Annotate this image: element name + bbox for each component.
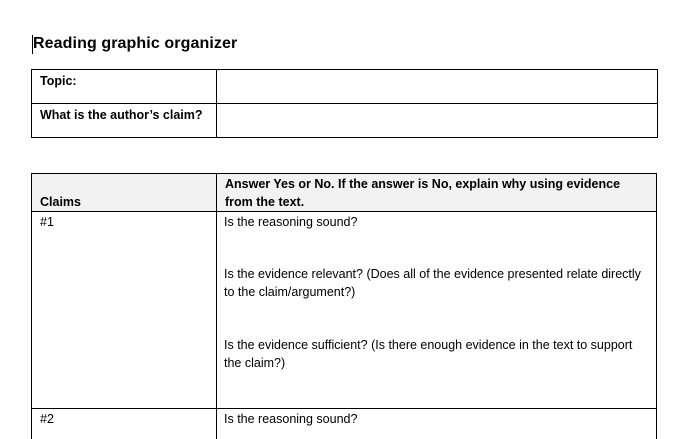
author-claim-field[interactable] bbox=[217, 104, 658, 138]
question-text: Is the reasoning sound? bbox=[224, 215, 358, 229]
table-row bbox=[32, 104, 658, 138]
answer-cell[interactable] bbox=[217, 409, 657, 439]
answer-cell[interactable] bbox=[217, 212, 657, 409]
topic-label: Topic: bbox=[32, 70, 217, 104]
page-title: Reading graphic organizer bbox=[33, 35, 238, 52]
question-text: Is the reasoning sound? bbox=[224, 412, 358, 426]
topic-field[interactable] bbox=[217, 70, 658, 104]
question-text: Is the evidence relevant? (Does all of the evidence presented relate directly to the claim/argument?) bbox=[224, 267, 641, 299]
table-header-row bbox=[32, 174, 657, 212]
topic-claim-table bbox=[31, 69, 658, 138]
claim-number[interactable]: #2 bbox=[32, 409, 217, 439]
author-claim-label: What is the author’s claim? bbox=[32, 104, 217, 138]
claims-header: Claims bbox=[32, 174, 217, 212]
answer-header: Answer Yes or No. If the answer is No, explain why using evidence from the text. bbox=[217, 174, 657, 212]
table-row bbox=[32, 70, 658, 104]
table-row bbox=[32, 212, 657, 409]
claim-number[interactable]: #1 bbox=[32, 212, 217, 409]
question-text: Is the evidence sufficient? (Is there enough evidence in the text to support the claim?) bbox=[224, 338, 633, 370]
table-row bbox=[32, 409, 657, 439]
claims-table bbox=[31, 173, 657, 439]
